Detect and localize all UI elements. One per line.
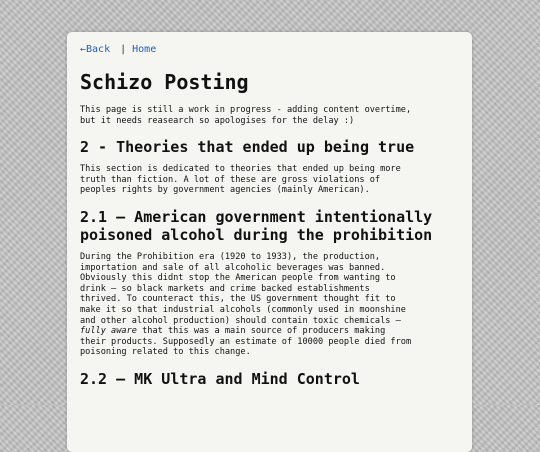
section-body-2-1-part-2: that this was a main source of producers making their products. Supposedly an estimate of 10000 people died from poisoning related to this change. <box>80 326 412 358</box>
section-heading-2-1: 2.1 – American government intentionally poisoned alcohol during the prohibition <box>80 207 433 244</box>
intro-text: This page is still a work in progress - adding content overtime, but it needs reasearch so apologises for the delay :) <box>80 105 412 126</box>
page-title: Schizo Posting <box>80 70 249 94</box>
back-link[interactable]: ←Back <box>80 44 111 55</box>
section-body-2-1-part-1: During the Prohibition era (1920 to 1933), the production, importation and sale of all alcoholic beverages was banned. Obviously this didnt stop the American people from wanting to drink – so black markets and crime backed establishments thrived. To counteract this, the US government thought fit to make it so that industrial alcohols (commonly used in moonshine and other alcohol production) should contain toxic chemicals – <box>80 251 406 326</box>
home-link[interactable]: Home <box>132 44 157 55</box>
nav-separator: | <box>120 44 127 55</box>
section-heading-2-2: 2.2 – MK Ultra and Mind Control <box>80 369 360 388</box>
section-body-2-1 <box>80 252 459 358</box>
nav-bar <box>80 43 459 57</box>
section-heading-2: 2 - Theories that ended up being true <box>80 138 415 157</box>
content-card <box>67 32 472 452</box>
emphasis-fully-aware: fully aware <box>80 326 137 337</box>
section-body-2: This section is dedicated to theories that ended up being more truth than fiction. A lot of these are gross violations of peoples rights by government agencies (mainly American). <box>80 164 401 196</box>
